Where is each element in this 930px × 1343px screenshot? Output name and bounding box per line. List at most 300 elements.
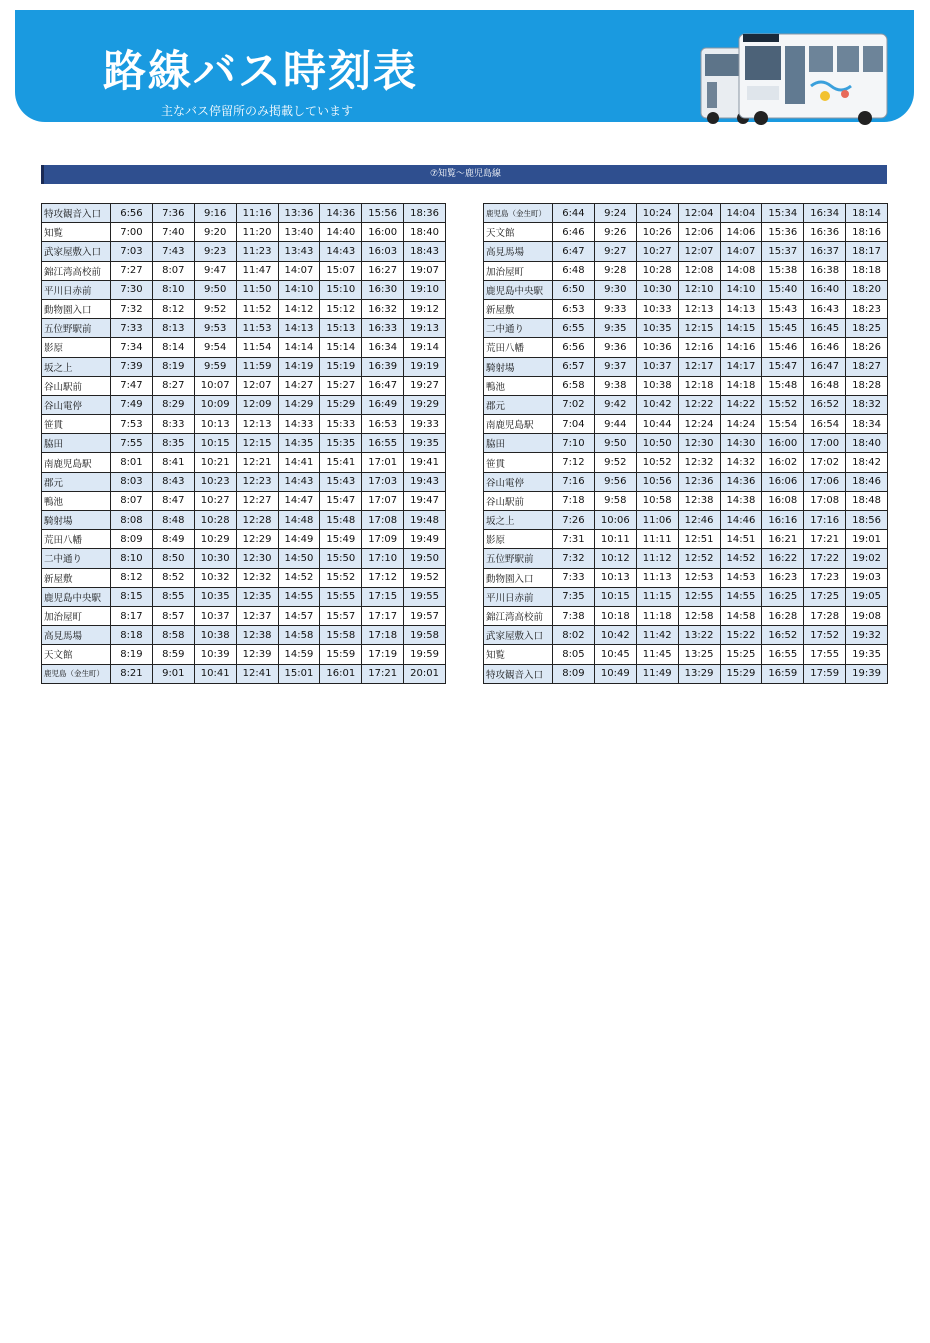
departure-time: 18:56 xyxy=(846,511,888,530)
departure-time: 19:43 xyxy=(404,472,446,491)
departure-time: 9:56 xyxy=(594,472,636,491)
departure-time: 14:27 xyxy=(278,376,320,395)
departure-time: 17:06 xyxy=(804,472,846,491)
departure-time: 6:50 xyxy=(553,280,595,299)
departure-time: 19:39 xyxy=(846,664,888,683)
page-title: 路線バス時刻表 xyxy=(103,47,418,97)
departure-time: 10:32 xyxy=(194,568,236,587)
departure-time: 16:22 xyxy=(762,549,804,568)
departure-time: 12:13 xyxy=(236,415,278,434)
departure-time: 11:23 xyxy=(236,242,278,261)
departure-time: 10:44 xyxy=(636,415,678,434)
departure-time: 12:46 xyxy=(678,511,720,530)
departure-time: 17:09 xyxy=(362,530,404,549)
departure-time: 10:37 xyxy=(636,357,678,376)
departure-time: 8:12 xyxy=(111,568,153,587)
departure-time: 14:58 xyxy=(720,606,762,625)
departure-time: 9:53 xyxy=(194,319,236,338)
departure-time: 16:43 xyxy=(804,299,846,318)
departure-time: 10:41 xyxy=(194,664,236,683)
stop-name: 高見馬場 xyxy=(42,626,111,645)
table-row xyxy=(484,453,888,472)
departure-time: 7:33 xyxy=(111,319,153,338)
departure-time: 9:23 xyxy=(194,242,236,261)
table-row xyxy=(42,434,446,453)
departure-time: 19:29 xyxy=(404,395,446,414)
departure-time: 11:59 xyxy=(236,357,278,376)
departure-time: 16:23 xyxy=(762,568,804,587)
departure-time: 16:06 xyxy=(762,472,804,491)
departure-time: 7:26 xyxy=(553,511,595,530)
departure-time: 16:02 xyxy=(762,453,804,472)
departure-time: 10:52 xyxy=(636,453,678,472)
departure-time: 15:38 xyxy=(762,261,804,280)
departure-time: 19:19 xyxy=(404,357,446,376)
departure-time: 15:01 xyxy=(278,664,320,683)
table-row xyxy=(42,491,446,510)
departure-time: 12:07 xyxy=(236,376,278,395)
departure-time: 11:13 xyxy=(636,568,678,587)
table-row xyxy=(484,511,888,530)
stop-name: 平川日赤前 xyxy=(42,280,111,299)
departure-time: 14:16 xyxy=(720,338,762,357)
departure-time: 9:47 xyxy=(194,261,236,280)
departure-time: 15:56 xyxy=(362,204,404,223)
departure-time: 18:26 xyxy=(846,338,888,357)
table-row xyxy=(484,606,888,625)
departure-time: 9:24 xyxy=(594,204,636,223)
table-row xyxy=(42,338,446,357)
table-row xyxy=(484,434,888,453)
departure-time: 17:28 xyxy=(804,606,846,625)
departure-time: 6:47 xyxy=(553,242,595,261)
departure-time: 16:36 xyxy=(804,223,846,242)
table-row xyxy=(484,491,888,510)
departure-time: 8:15 xyxy=(111,587,153,606)
departure-time: 9:37 xyxy=(594,357,636,376)
stop-name: 影原 xyxy=(42,338,111,357)
departure-time: 14:07 xyxy=(720,242,762,261)
departure-time: 7:36 xyxy=(152,204,194,223)
departure-time: 9:36 xyxy=(594,338,636,357)
departure-time: 17:17 xyxy=(362,606,404,625)
stop-name: 坂之上 xyxy=(484,511,553,530)
departure-time: 7:35 xyxy=(553,587,595,606)
departure-time: 14:43 xyxy=(320,242,362,261)
table-row xyxy=(484,472,888,491)
departure-time: 15:25 xyxy=(720,645,762,664)
stop-name: 動物園入口 xyxy=(484,568,553,587)
departure-time: 19:35 xyxy=(404,434,446,453)
departure-time: 15:34 xyxy=(762,204,804,223)
departure-time: 7:39 xyxy=(111,357,153,376)
stop-name: 二中通り xyxy=(484,319,553,338)
departure-time: 15:48 xyxy=(762,376,804,395)
departure-time: 13:36 xyxy=(278,204,320,223)
departure-time: 15:55 xyxy=(320,587,362,606)
departure-time: 18:14 xyxy=(846,204,888,223)
departure-time: 10:33 xyxy=(636,299,678,318)
departure-time: 8:03 xyxy=(111,472,153,491)
departure-time: 12:41 xyxy=(236,664,278,683)
departure-time: 16:28 xyxy=(762,606,804,625)
departure-time: 8:19 xyxy=(152,357,194,376)
departure-time: 19:55 xyxy=(404,587,446,606)
stop-name: 特攻観音入口 xyxy=(484,664,553,683)
departure-time: 10:36 xyxy=(636,338,678,357)
table-row xyxy=(42,511,446,530)
departure-time: 15:59 xyxy=(320,645,362,664)
table-row xyxy=(484,549,888,568)
departure-time: 9:27 xyxy=(594,242,636,261)
departure-time: 15:41 xyxy=(320,453,362,472)
stop-name: 鹿児島（金生町） xyxy=(42,664,111,683)
table-row xyxy=(42,280,446,299)
departure-time: 18:34 xyxy=(846,415,888,434)
departure-time: 16:32 xyxy=(362,299,404,318)
departure-time: 8:19 xyxy=(111,645,153,664)
table-row xyxy=(484,664,888,683)
departure-time: 12:29 xyxy=(236,530,278,549)
departure-time: 11:53 xyxy=(236,319,278,338)
departure-time: 16:46 xyxy=(804,338,846,357)
departure-time: 17:19 xyxy=(362,645,404,664)
departure-time: 18:46 xyxy=(846,472,888,491)
departure-time: 14:18 xyxy=(720,376,762,395)
departure-time: 9:52 xyxy=(594,453,636,472)
departure-time: 14:46 xyxy=(720,511,762,530)
departure-time: 10:30 xyxy=(194,549,236,568)
departure-time: 14:06 xyxy=(720,223,762,242)
departure-time: 10:28 xyxy=(194,511,236,530)
stop-name: 錦江湾高校前 xyxy=(484,606,553,625)
departure-time: 10:21 xyxy=(194,453,236,472)
departure-time: 18:42 xyxy=(846,453,888,472)
departure-time: 16:59 xyxy=(762,664,804,683)
departure-time: 12:04 xyxy=(678,204,720,223)
stop-name: 高見馬場 xyxy=(484,242,553,261)
departure-time: 10:13 xyxy=(594,568,636,587)
departure-time: 11:18 xyxy=(636,606,678,625)
departure-time: 15:45 xyxy=(762,319,804,338)
table-row xyxy=(42,453,446,472)
table-row xyxy=(484,204,888,223)
departure-time: 19:49 xyxy=(404,530,446,549)
departure-time: 8:09 xyxy=(111,530,153,549)
departure-time: 16:55 xyxy=(762,645,804,664)
departure-time: 9:35 xyxy=(594,319,636,338)
stop-name: 二中通り xyxy=(42,549,111,568)
departure-time: 10:18 xyxy=(594,606,636,625)
table-row xyxy=(42,299,446,318)
departure-time: 14:13 xyxy=(278,319,320,338)
departure-time: 8:55 xyxy=(152,587,194,606)
departure-time: 16:34 xyxy=(804,204,846,223)
departure-time: 8:33 xyxy=(152,415,194,434)
departure-time: 10:06 xyxy=(594,511,636,530)
departure-time: 11:12 xyxy=(636,549,678,568)
departure-time: 12:09 xyxy=(236,395,278,414)
departure-time: 6:55 xyxy=(553,319,595,338)
departure-time: 10:58 xyxy=(636,491,678,510)
departure-time: 17:07 xyxy=(362,491,404,510)
departure-time: 19:52 xyxy=(404,568,446,587)
departure-time: 15:52 xyxy=(320,568,362,587)
departure-time: 7:12 xyxy=(553,453,595,472)
departure-time: 9:42 xyxy=(594,395,636,414)
table-row xyxy=(42,261,446,280)
stop-name: 平川日赤前 xyxy=(484,587,553,606)
departure-time: 16:08 xyxy=(762,491,804,510)
table-row xyxy=(42,357,446,376)
departure-time: 16:03 xyxy=(362,242,404,261)
departure-time: 9:50 xyxy=(594,434,636,453)
departure-time: 15:37 xyxy=(762,242,804,261)
departure-time: 7:10 xyxy=(553,434,595,453)
stop-name: 南鹿児島駅 xyxy=(484,415,553,434)
departure-time: 11:50 xyxy=(236,280,278,299)
stop-name: 坂之上 xyxy=(42,357,111,376)
table-row xyxy=(484,261,888,280)
departure-time: 14:49 xyxy=(278,530,320,549)
stop-name: 郡元 xyxy=(484,395,553,414)
stop-name: 騎射場 xyxy=(484,357,553,376)
table-row xyxy=(42,242,446,261)
stop-name: 動物園入口 xyxy=(42,299,111,318)
departure-time: 9:20 xyxy=(194,223,236,242)
departure-time: 8:21 xyxy=(111,664,153,683)
departure-time: 14:55 xyxy=(278,587,320,606)
departure-time: 15:29 xyxy=(320,395,362,414)
departure-time: 12:22 xyxy=(678,395,720,414)
departure-time: 16:54 xyxy=(804,415,846,434)
departure-time: 10:07 xyxy=(194,376,236,395)
departure-time: 8:13 xyxy=(152,319,194,338)
departure-time: 16:38 xyxy=(804,261,846,280)
departure-time: 12:38 xyxy=(678,491,720,510)
table-row xyxy=(484,319,888,338)
departure-time: 19:50 xyxy=(404,549,446,568)
departure-time: 7:27 xyxy=(111,261,153,280)
departure-time: 8:08 xyxy=(111,511,153,530)
departure-time: 18:40 xyxy=(846,434,888,453)
departure-time: 14:59 xyxy=(278,645,320,664)
departure-time: 12:36 xyxy=(678,472,720,491)
departure-time: 9:16 xyxy=(194,204,236,223)
departure-time: 9:28 xyxy=(594,261,636,280)
departure-time: 7:00 xyxy=(111,223,153,242)
stop-name: 荒田八幡 xyxy=(484,338,553,357)
stop-name: 鴨池 xyxy=(42,491,111,510)
stop-name: 鹿児島（金生町） xyxy=(484,204,553,223)
departure-time: 19:08 xyxy=(846,606,888,625)
departure-time: 20:01 xyxy=(404,664,446,683)
departure-time: 16:47 xyxy=(362,376,404,395)
table-row xyxy=(484,395,888,414)
departure-time: 8:29 xyxy=(152,395,194,414)
departure-time: 10:30 xyxy=(636,280,678,299)
departure-time: 14:40 xyxy=(320,223,362,242)
stop-name: 加治屋町 xyxy=(484,261,553,280)
departure-time: 14:41 xyxy=(278,453,320,472)
departure-time: 8:17 xyxy=(111,606,153,625)
departure-time: 16:30 xyxy=(362,280,404,299)
departure-time: 18:17 xyxy=(846,242,888,261)
table-row xyxy=(484,587,888,606)
departure-time: 19:05 xyxy=(846,587,888,606)
departure-time: 19:27 xyxy=(404,376,446,395)
departure-time: 17:10 xyxy=(362,549,404,568)
departure-time: 14:15 xyxy=(720,319,762,338)
table-row xyxy=(42,376,446,395)
departure-time: 19:07 xyxy=(404,261,446,280)
departure-time: 19:41 xyxy=(404,453,446,472)
departure-time: 18:28 xyxy=(846,376,888,395)
departure-time: 12:55 xyxy=(678,587,720,606)
departure-time: 12:38 xyxy=(236,626,278,645)
departure-time: 14:24 xyxy=(720,415,762,434)
departure-time: 15:43 xyxy=(320,472,362,491)
departure-time: 17:16 xyxy=(804,511,846,530)
departure-time: 7:32 xyxy=(553,549,595,568)
departure-time: 17:00 xyxy=(804,434,846,453)
departure-time: 10:23 xyxy=(194,472,236,491)
departure-time: 19:02 xyxy=(846,549,888,568)
departure-time: 9:01 xyxy=(152,664,194,683)
departure-time: 14:12 xyxy=(278,299,320,318)
departure-time: 12:24 xyxy=(678,415,720,434)
departure-time: 12:58 xyxy=(678,606,720,625)
departure-time: 12:28 xyxy=(236,511,278,530)
departure-time: 14:19 xyxy=(278,357,320,376)
departure-time: 11:52 xyxy=(236,299,278,318)
departure-time: 18:43 xyxy=(404,242,446,261)
departure-time: 8:43 xyxy=(152,472,194,491)
departure-time: 10:27 xyxy=(636,242,678,261)
bus-photo-icon xyxy=(695,26,895,126)
table-row xyxy=(484,645,888,664)
departure-time: 10:28 xyxy=(636,261,678,280)
departure-time: 10:15 xyxy=(194,434,236,453)
departure-time: 15:58 xyxy=(320,626,362,645)
table-row xyxy=(42,472,446,491)
departure-time: 15:19 xyxy=(320,357,362,376)
stop-name: 谷山電停 xyxy=(42,395,111,414)
table-row xyxy=(484,299,888,318)
stop-name: 五位野駅前 xyxy=(42,319,111,338)
departure-time: 19:57 xyxy=(404,606,446,625)
departure-time: 16:16 xyxy=(762,511,804,530)
departure-time: 10:11 xyxy=(594,530,636,549)
route-title: ⑦知覧～鹿児島線 xyxy=(41,165,887,184)
table-row xyxy=(484,415,888,434)
departure-time: 15:47 xyxy=(320,491,362,510)
departure-time: 9:52 xyxy=(194,299,236,318)
departure-time: 6:44 xyxy=(553,204,595,223)
departure-time: 13:25 xyxy=(678,645,720,664)
departure-time: 12:51 xyxy=(678,530,720,549)
departure-time: 12:23 xyxy=(236,472,278,491)
stop-name: 特攻観音入口 xyxy=(42,204,111,223)
table-row xyxy=(42,530,446,549)
departure-time: 7:55 xyxy=(111,434,153,453)
departure-time: 19:12 xyxy=(404,299,446,318)
departure-time: 10:45 xyxy=(594,645,636,664)
departure-time: 9:50 xyxy=(194,280,236,299)
departure-time: 16:33 xyxy=(362,319,404,338)
departure-time: 12:35 xyxy=(236,587,278,606)
departure-time: 19:48 xyxy=(404,511,446,530)
departure-time: 6:53 xyxy=(553,299,595,318)
departure-time: 15:29 xyxy=(720,664,762,683)
departure-time: 7:30 xyxy=(111,280,153,299)
departure-time: 17:01 xyxy=(362,453,404,472)
departure-time: 16:01 xyxy=(320,664,362,683)
departure-time: 10:39 xyxy=(194,645,236,664)
departure-time: 14:04 xyxy=(720,204,762,223)
departure-time: 12:39 xyxy=(236,645,278,664)
departure-time: 11:16 xyxy=(236,204,278,223)
stop-name: 南鹿児島駅 xyxy=(42,453,111,472)
departure-time: 8:59 xyxy=(152,645,194,664)
departure-time: 18:16 xyxy=(846,223,888,242)
table-row xyxy=(484,376,888,395)
departure-time: 8:02 xyxy=(553,626,595,645)
departure-time: 14:53 xyxy=(720,568,762,587)
table-row xyxy=(42,626,446,645)
departure-time: 7:31 xyxy=(553,530,595,549)
stop-name: 武家屋敷入口 xyxy=(42,242,111,261)
table-row xyxy=(484,242,888,261)
departure-time: 10:09 xyxy=(194,395,236,414)
departure-time: 18:40 xyxy=(404,223,446,242)
departure-time: 14:10 xyxy=(720,280,762,299)
departure-time: 8:10 xyxy=(111,549,153,568)
table-row xyxy=(484,530,888,549)
departure-time: 16:40 xyxy=(804,280,846,299)
departure-time: 7:38 xyxy=(553,606,595,625)
stop-name: 新屋敷 xyxy=(42,568,111,587)
departure-time: 15:36 xyxy=(762,223,804,242)
departure-time: 10:27 xyxy=(194,491,236,510)
stop-name: 谷山駅前 xyxy=(484,491,553,510)
departure-time: 8:50 xyxy=(152,549,194,568)
departure-time: 8:05 xyxy=(553,645,595,664)
departure-time: 11:20 xyxy=(236,223,278,242)
departure-time: 18:27 xyxy=(846,357,888,376)
departure-time: 14:57 xyxy=(278,606,320,625)
departure-time: 8:10 xyxy=(152,280,194,299)
departure-time: 7:03 xyxy=(111,242,153,261)
departure-time: 16:37 xyxy=(804,242,846,261)
departure-time: 14:52 xyxy=(720,549,762,568)
departure-time: 15:49 xyxy=(320,530,362,549)
departure-time: 12:37 xyxy=(236,606,278,625)
departure-time: 8:58 xyxy=(152,626,194,645)
departure-time: 10:26 xyxy=(636,223,678,242)
departure-time: 10:37 xyxy=(194,606,236,625)
departure-time: 7:04 xyxy=(553,415,595,434)
stop-name: 知覧 xyxy=(484,645,553,664)
departure-time: 19:03 xyxy=(846,568,888,587)
departure-time: 18:36 xyxy=(404,204,446,223)
departure-time: 14:35 xyxy=(278,434,320,453)
departure-time: 8:48 xyxy=(152,511,194,530)
departure-time: 16:52 xyxy=(804,395,846,414)
departure-time: 14:32 xyxy=(720,453,762,472)
page-subtitle: 主なバス停留所のみ掲載しています xyxy=(161,104,354,118)
departure-time: 15:43 xyxy=(762,299,804,318)
